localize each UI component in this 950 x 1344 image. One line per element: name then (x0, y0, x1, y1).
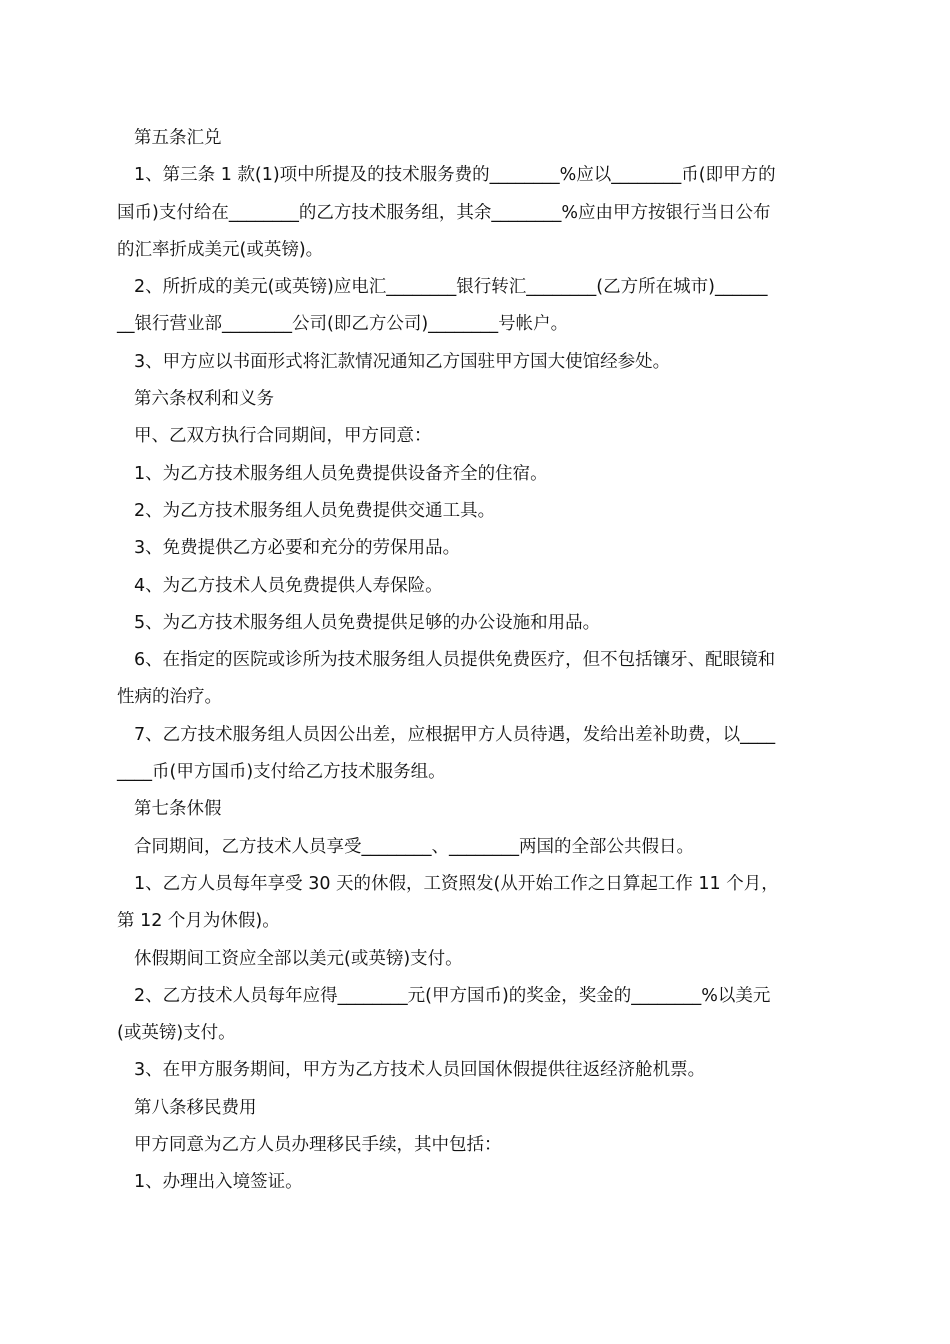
article-7-clause-3: 3、在甲方服务期间，甲方为乙方技术人员回国休假提供往返经济舱机票。 (134, 1060, 706, 1081)
article-6-clause-5: 5、为乙方技术服务组人员免费提供足够的办公设施和用品。 (134, 612, 601, 633)
article-5-clause-2: 2、所折成的美元(或英镑)应电汇________银行转汇________(乙方所在城市)______ __银行营业部________公司(即乙方公司)________号帐户。 (117, 277, 768, 335)
article-7-intro: 合同期间，乙方技术人员享受________、________两国的全部公共假日。 (134, 836, 694, 857)
article-6-clause-2: 2、为乙方技术服务组人员免费提供交通工具。 (134, 500, 496, 521)
article-6-clause-3: 3、免费提供乙方必要和充分的劳保用品。 (134, 538, 461, 559)
article-7-clause-1: 1、乙方人员每年享受 30 天的休假，工资照发(从开始工作之日算起工作 11 个月， 第 12 个月为休假)。 (117, 873, 779, 932)
article-5-clause-1: 1、第三条 1 款(1)项中所提及的技术服务费的________%应以________币(即甲方的 国币)支付给在________的乙方技术服务组，其余________%应由甲方按银行当日公布 的汇率折成美元(或英镑)。 (117, 165, 776, 260)
article-6-clause-6: 6、在指定的医院或诊所为技术服务组人员提供免费医疗，但不包括镶牙、配眼镜和 性病的治疗。 (117, 650, 776, 708)
article-6-intro: 甲、乙双方执行合同期间，甲方同意： (134, 426, 432, 447)
article-5-clause-3: 3、甲方应以书面形式将汇款情况通知乙方国驻甲方国大使馆经参处。 (134, 351, 671, 372)
article-6-clause-4: 4、为乙方技术人员免费提供人寿保险。 (134, 575, 443, 596)
article-7-clause-2: 2、乙方技术人员每年应得________元(甲方国币)的奖金，奖金的________%以美元 (或英镑)支付。 (117, 985, 771, 1044)
article-8-clause-1: 1、办理出入境签证。 (134, 1172, 303, 1193)
article-7-heading: 第七条休假 (134, 799, 222, 820)
document-page (117, 120, 837, 1202)
article-6-heading: 第六条权利和义务 (134, 389, 274, 410)
article-8-heading: 第八条移民费用 (134, 1097, 257, 1118)
article-5-heading: 第五条汇兑 (134, 128, 222, 148)
article-6-clause-1: 1、为乙方技术服务组人员免费提供设备齐全的住宿。 (134, 463, 548, 484)
article-6-clause-7: 7、乙方技术服务组人员因公出差，应根据甲方人员待遇，发给出差补助费，以____ ____币(甲方国币)支付给乙方技术服务组。 (117, 724, 776, 783)
article-8-intro: 甲方同意为乙方人员办理移民手续，其中包括： (134, 1135, 502, 1156)
article-7-vacation-pay: 休假期间工资应全部以美元(或英镑)支付。 (134, 948, 463, 969)
